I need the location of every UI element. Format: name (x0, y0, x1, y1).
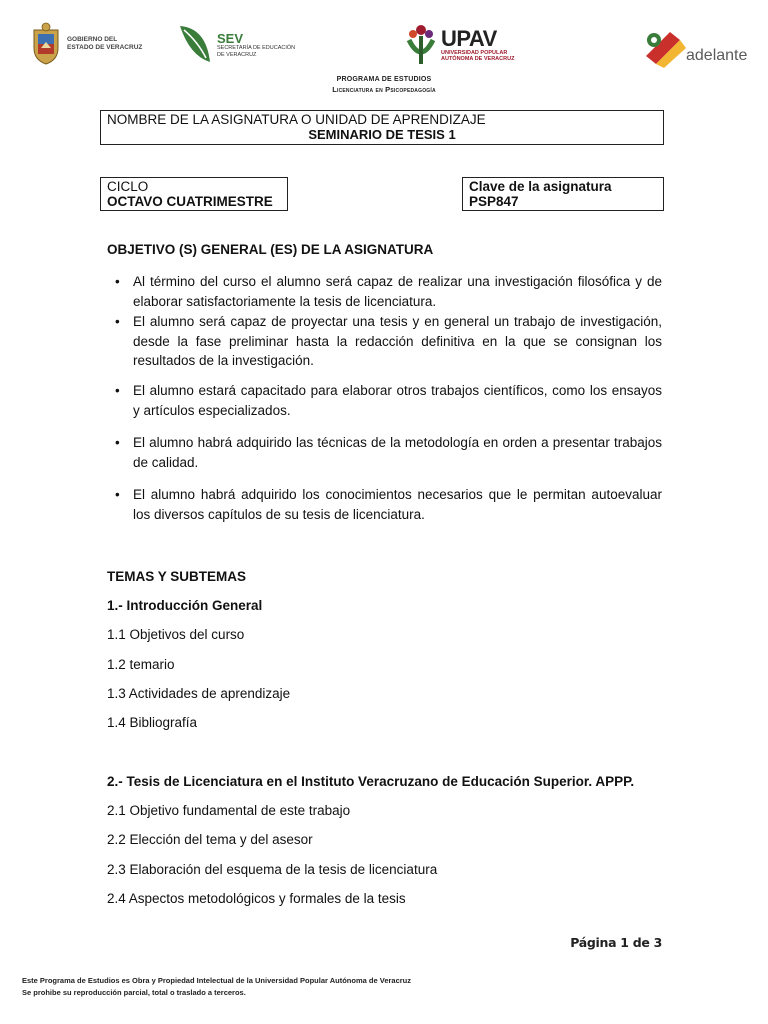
gobierno-text: GOBIERNO DEL ESTADO DE VERACRUZ (67, 36, 143, 51)
sev-title: SEV (217, 31, 244, 46)
list-item: 2.4 Aspectos metodológicos y formales de la tesis (107, 891, 406, 906)
program-title (0, 75, 768, 95)
program-line-2: Licenciatura en Psicopedagogía (332, 85, 436, 94)
list-item: 1.1 Objetivos del curso (107, 627, 245, 642)
list-item: • El alumno habrá adquirido los conocimientos necesarios que le permitan autoevaluar los diversos capítulos de su tesis de licenciatura. (107, 485, 662, 524)
ciclo-value: OCTAVO CUATRIMESTRE (107, 194, 273, 209)
ciclo-box (100, 177, 288, 211)
list-item: • Al término del curso el alumno será capaz de realizar una investigación filosófica y de elaborar satisfactoriamente la tesis de licenciatura. (107, 272, 662, 311)
clave-box (462, 177, 664, 211)
list-item: 1.2 temario (107, 657, 175, 672)
objetivos-heading: OBJETIVO (S) GENERAL (ES) DE LA ASIGNATURA (107, 242, 434, 257)
list-item: 2.1 Objetivo fundamental de este trabajo (107, 803, 351, 818)
clave-value: PSP847 (469, 194, 519, 209)
sev-leaf-icon (176, 22, 214, 68)
program-line-1: PROGRAMA DE ESTUDIOS (336, 76, 432, 83)
asignatura-label: NOMBRE DE LA ASIGNATURA O UNIDAD DE APRENDIZAJE (107, 112, 486, 127)
list-item: 1.3 Actividades de aprendizaje (107, 686, 291, 701)
upav-title: UPAV (441, 25, 497, 51)
upav-flower-icon (403, 22, 439, 68)
page-number: Página 1 de 3 (570, 935, 662, 950)
clave-label: Clave de la asignatura (469, 179, 612, 194)
asignatura-value: SEMINARIO DE TESIS 1 (308, 127, 456, 142)
sev-subtitle: SECRETARÍA DE EDUCACIÓN DE VERACRUZ (217, 45, 296, 58)
list-item: • El alumno estará capacitado para elaborar otros trabajos científicos, como los ensayos y artículos especializados. (107, 381, 662, 420)
temas-heading: TEMAS Y SUBTEMAS (107, 569, 247, 584)
unit-2-title: 2.- Tesis de Licenciatura en el Instituto Veracruzano de Educación Superior. APPP. (107, 774, 635, 789)
list-item: 2.3 Elaboración del esquema de la tesis de licenciatura (107, 862, 438, 877)
veracruz-crest-icon (30, 22, 62, 66)
adelante-logo (640, 26, 747, 68)
list-item: 1.4 Bibliografía (107, 715, 198, 730)
adelante-figure-icon (640, 26, 690, 68)
list-item: • El alumno habrá adquirido las técnicas de la metodología en orden a presentar trabajos de calidad. (107, 433, 662, 472)
asignatura-box (100, 110, 664, 145)
list-item: • El alumno será capaz de proyectar una tesis y en general un trabajo de investigación, desde la fase preliminar hasta la redacción definitiva en la que se consignan los resultados de la investigación. (107, 312, 662, 371)
upav-subtitle: UNIVERSIDAD POPULAR AUTÓNOMA DE VERACRUZ (441, 49, 515, 62)
list-item: 2.2 Elección del tema y del asesor (107, 832, 313, 847)
footer-line-1: Este Programa de Estudios es Obra y Propiedad Intelectual de la Universidad Popular Autónoma de Veracruz (22, 976, 412, 985)
footer-line-2: Se prohibe su reproducción parcial, total o traslado a terceros. (22, 988, 246, 997)
gobierno-logo (30, 22, 142, 66)
adelante-text: adelante (686, 47, 748, 64)
sev-logo (176, 22, 295, 68)
upav-logo (403, 22, 514, 68)
ciclo-label: CICLO (107, 179, 149, 194)
unit-1-title: 1.- Introducción General (107, 598, 263, 613)
